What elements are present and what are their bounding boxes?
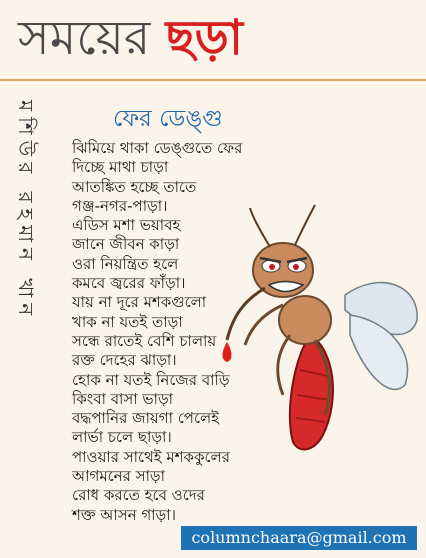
poem-line: কমবে জ্বরের ফাঁড়া। — [72, 274, 186, 293]
poem-line: আগমনের সাড়া — [72, 467, 165, 486]
poem-line: গঞ্জ-নগর-পাড়া। — [72, 196, 168, 215]
poem-line: জানে জীবন কাড়া — [72, 235, 180, 254]
poem-line: রক্ত দেহের ঝাড়া। — [72, 351, 177, 370]
title-part2: ছড়া — [165, 10, 243, 66]
poem-line: বদ্ধপানির জায়গা পেলেই — [72, 409, 219, 428]
poem-line: হোক না যতই নিজের বাড়ি — [72, 370, 230, 389]
poem-title: ফের ডেঙ্গু — [113, 106, 223, 132]
poem-line: ওরা নিয়ন্ত্রিত হলে — [72, 254, 179, 273]
poem-line: এডিস মশা ভয়াবহ — [72, 216, 181, 235]
page-title — [18, 2, 243, 74]
poem-line: লার্ভা চলে ছাড়া। — [72, 428, 172, 447]
poem-line: ঝিমিয়ে থাকা ডেঙ্গুতে ফের — [72, 139, 243, 157]
poem-line: পাওয়ার সাথেই মশককুলের — [72, 447, 230, 466]
header — [0, 0, 426, 82]
poem-line: সন্ধে রাতেই বেশি চালায় — [72, 331, 217, 350]
poem-line: খাক না যতই তাড়া — [72, 312, 183, 331]
mosquito-icon — [205, 200, 420, 455]
title-part1: সময়ের — [18, 10, 151, 66]
poem-line: কিংবা বাসা ভাড়া — [72, 389, 174, 408]
poet-name: মশিউর রহমান খান — [14, 100, 38, 322]
poem-line: রোধ করতে হবে ওদের — [72, 486, 205, 505]
poem-line: আতঙ্কিত হচ্ছে তাতে — [72, 177, 197, 196]
header-divider — [0, 79, 426, 81]
poem-line: যায় না দূরে মশকগুলো — [72, 293, 207, 312]
contact-email[interactable]: columnchaara@gmail.com — [181, 526, 417, 550]
poem-line: শক্ত আসন গাড়া। — [72, 505, 176, 524]
poem-line: দিচ্ছে মাথা চাড়া — [72, 158, 169, 177]
